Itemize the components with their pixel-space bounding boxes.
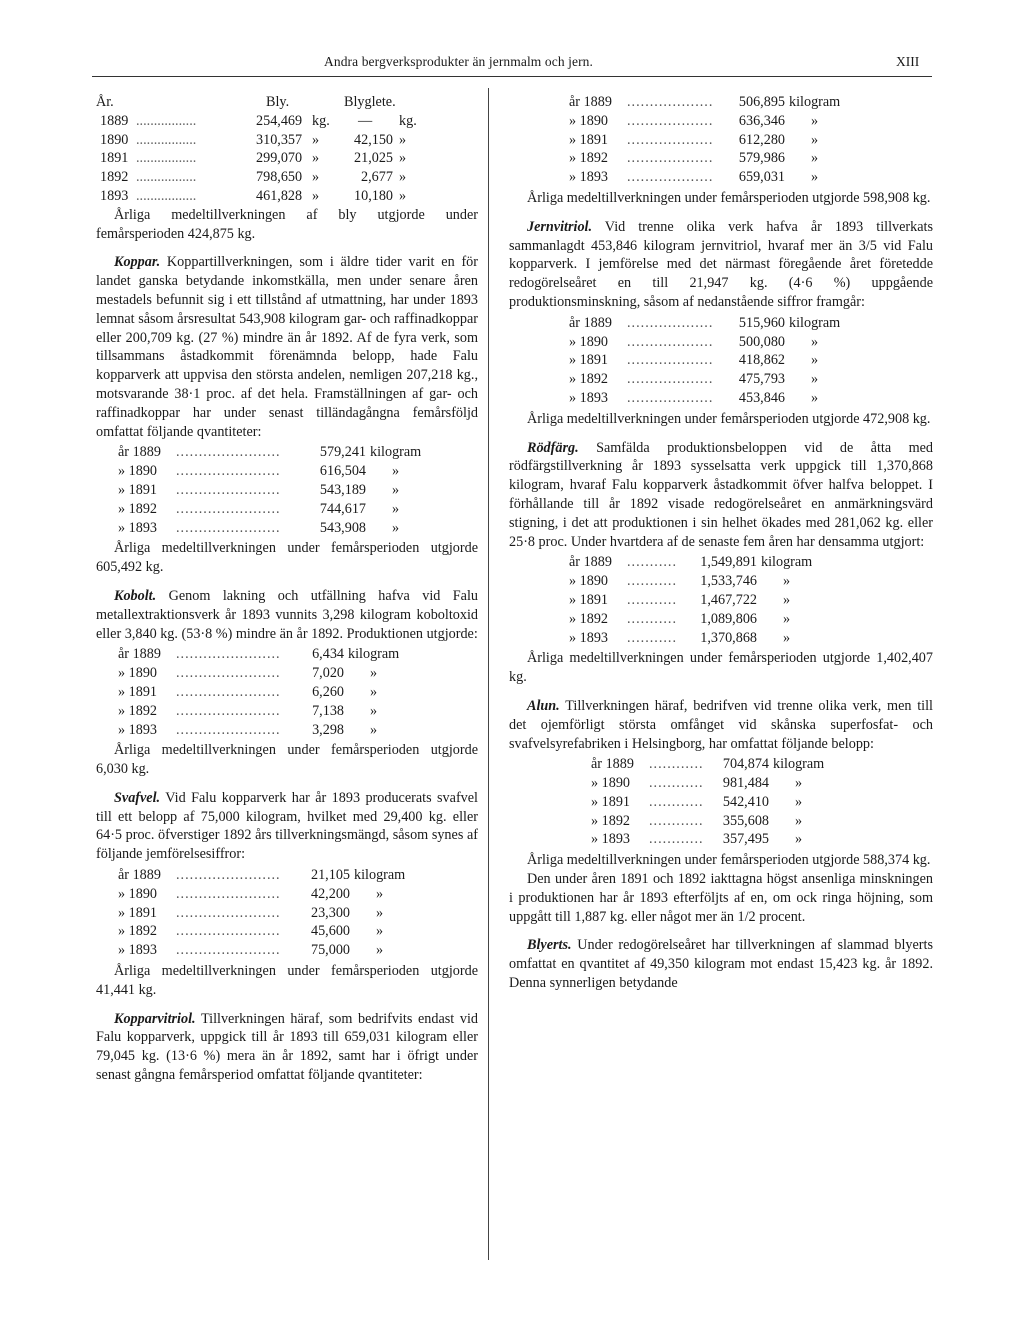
table-row: » 1891 ............ 542,410 »: [591, 793, 803, 810]
row-bly: 798,650: [256, 169, 303, 186]
svafvel-summary: Årliga medeltillverkningen under femårsperioden utgjorde 41,441 kg.: [96, 963, 478, 998]
row-bly-unit: »: [312, 169, 320, 186]
section-text: Vid Falu kopparverk har år 1893 producerats svafvel till ett belopp af 75,000 kilogram, hvilket med 29,400 kg. eller 64·5 proc. öfverstiger 1892 års tillverkningsmängd, såsom synes af följande jemförelsesiffror:: [96, 789, 478, 863]
jernvitriol-paragraph: [509, 218, 933, 312]
row-year: 1891: [100, 150, 129, 167]
table-row: » 1892 ................... 475,793 »: [569, 371, 819, 388]
section-heading: Kopparvitriol.: [114, 1010, 196, 1027]
section-heading: Rödfärg.: [527, 439, 579, 456]
table-row: » 1890 ....................... 42,200 »: [118, 885, 384, 902]
table-row: » 1893 ............ 357,495 »: [591, 831, 803, 848]
lead-table: [96, 93, 478, 243]
table-row: år 1889 ............ 704,874 kilogram: [591, 756, 825, 773]
blyerts-paragraph: [509, 936, 933, 992]
kopparvitriol-table: [569, 93, 933, 187]
table-row: » 1892 ........... 1,089,806 »: [569, 610, 791, 627]
section-text: Genom lakning och utfällning hafva vid Falu metallextraktionsverk år 1893 vunnits 3,298 kilogram koboltoxid eller 3,840 kg. (53·8 %) mindre än år 1892. Produktionen utgjorde:: [96, 587, 479, 642]
table-row: » 1893 ....................... 543,908 »: [118, 519, 400, 536]
table-row: » 1893 ................... 659,031 »: [569, 169, 819, 186]
row-glete-unit: »: [399, 131, 407, 148]
row-bly: 310,357: [256, 131, 303, 148]
header-rule: [92, 76, 932, 77]
lead-col-blyglete: Blyglete.: [344, 94, 396, 110]
table-row: » 1890 ................... 636,346 »: [569, 112, 819, 129]
koppar-paragraph: [96, 253, 478, 441]
table-row: » 1891 ................... 418,862 »: [569, 352, 819, 369]
row-year: 1893: [100, 187, 129, 204]
row-glete: 21,025: [354, 150, 394, 167]
column-divider: [488, 88, 489, 1260]
table-row: » 1890 ....................... 7,020 »: [118, 665, 378, 682]
row-year: 1889: [100, 112, 129, 129]
row-bly-unit: »: [312, 150, 320, 167]
table-row: » 1891 ....................... 23,300 »: [118, 904, 384, 921]
koppar-summary: Årliga medeltillverkningen under femårsperioden utgjorde 605,492 kg.: [96, 540, 478, 576]
jernvitriol-table: [569, 314, 933, 408]
rodfarg-table: [569, 553, 933, 647]
section-heading: Alun.: [527, 697, 560, 714]
table-row: 1893 ................. 461,828 » 10,180 »: [100, 187, 407, 204]
section-text: Koppartillverkningen, som i äldre tider varit en för landet ganska betydande inkomstkälla, men under senare åren mestadels befunnit sig i ett tillstånd af utmattning, har under 1893 lemnat såsom årsresultat 543,908 kilogram gar- och raffinadkoppar eller 200,709 kg. (27 %) mindre än år 1892. Af de fyra verk, som tillsammans åstadkommit förenämnda belopp, hade Falu kopparverk att uppvisa den största andelen, nemligen 207,218 kg., motsvarande 38·1 proc. af det hela. Framställningen af gar- och raffinadkoppar har under senast tilländagångna femårsföljd omfattat följande qvantiteter:: [96, 254, 478, 440]
table-row: » 1893 ....................... 75,000 »: [118, 942, 384, 959]
table-row: » 1890 ........... 1,533,746 »: [569, 573, 791, 590]
table-row: » 1892 ....................... 7,138 »: [118, 702, 378, 719]
table-row: » 1893 ........... 1,370,868 »: [569, 629, 791, 646]
table-row: 1890 ................. 310,357 » 42,150 »: [100, 131, 407, 148]
right-column: [509, 93, 933, 993]
row-bly-unit: »: [312, 131, 320, 148]
table-row: år 1889 ....................... 21,105 kilogram: [118, 867, 406, 884]
table-row: » 1891 ........... 1,467,722 »: [569, 591, 791, 608]
section-heading: Blyerts.: [527, 937, 572, 954]
left-column: [96, 93, 478, 1085]
svafvel-paragraph: [96, 789, 478, 864]
section-text: Vid trenne olika verk hafva år 1893 tillverkats sammanlagdt 453,846 kilogram jernvitriol, hvaraf mer än 3/5 vid Falu kopparverk. I jemförelse med det närmast föregående året företedde redogörelseåret en till 21,947 kg. (4·6 %) uppgående produktionsminskning, såsom af nedanstående siffror framgår:: [509, 218, 933, 310]
table-row: år 1889 ....................... 579,241 kilogram: [118, 444, 422, 461]
table-row: » 1890 ....................... 616,504 »: [118, 463, 400, 480]
section-heading: Jernvitriol.: [527, 218, 593, 235]
section-text: Tillverkningen häraf, bedrifven vid trenne olika verk, men till det ojemförligt största omfånget vid skånska superfosfat- och svafvelsyrefabriken i Helsingborg, har omfattat följande belopp:: [509, 697, 933, 752]
row-glete: 10,180: [354, 187, 394, 204]
page-header: [0, 54, 1024, 74]
table-row: » 1890 ............ 981,484 »: [591, 775, 803, 792]
row-year: 1890: [100, 131, 129, 148]
table-row: » 1891 ....................... 6,260 »: [118, 683, 378, 700]
table-row: » 1892 ............ 355,608 »: [591, 812, 803, 829]
lead-col-bly: Bly.: [266, 94, 290, 110]
table-row: » 1891 ....................... 543,189 »: [118, 481, 400, 498]
table-row: » 1893 ................... 453,846 »: [569, 389, 819, 406]
row-bly-unit: kg.: [312, 112, 330, 129]
table-row: » 1890 ................... 500,080 »: [569, 333, 819, 350]
alun-paragraph: [509, 697, 933, 753]
jernvitriol-summary: Årliga medeltillverkningen under femårsperioden utgjorde 472,908 kg.: [527, 410, 931, 427]
kobolt-summary: Årliga medeltillverkningen under femårsperioden utgjorde 6,030 kg.: [96, 742, 478, 778]
row-glete-unit: »: [399, 187, 407, 204]
alun-extra: Den under åren 1891 och 1892 iakttagna högst ansenliga minskningen i produktionen har år 1893 efterföljts af en, om ock ringa höjning, som uppgått till 1,887 kg. eller något mer än 1/2 procent.: [509, 871, 933, 925]
rodfarg-paragraph: [509, 439, 933, 552]
kobolt-table: [118, 645, 478, 739]
table-row: » 1892 ................... 579,986 »: [569, 150, 819, 167]
table-row: » 1892 ....................... 744,617 »: [118, 500, 400, 517]
rodfarg-summary: Årliga medeltillverkningen under femårsperioden utgjorde 1,402,407 kg.: [509, 650, 933, 686]
lead-summary: Årliga medeltillverkningen af bly utgjorde under femårsperioden 424,875 kg.: [96, 206, 478, 242]
section-text: Samfälda produktionsbeloppen vid de åtta med rödfärgstillverkning år 1893 sysselsatta verk uppgick till 1,370,868 kilogram, hvaraf Falu kopparverk åstadkommit öfver halfva beloppet. I förhållande till år 1892 visade redogörelseåret en anmärkningsvärd stigning, i det att produktionen i sin helhet ökades med 281,062 kg. eller 25·8 proc. Under hvartdera af de senaste fem åren har densamma utgjort:: [509, 439, 934, 550]
row-bly-unit: »: [312, 187, 320, 204]
table-row: » 1892 ....................... 45,600 »: [118, 923, 384, 940]
alun-summary: Årliga medeltillverkningen under femårsperioden utgjorde 588,374 kg.: [527, 852, 931, 869]
kopparvitriol-paragraph: [96, 1010, 478, 1085]
alun-table: [591, 755, 933, 849]
table-row: år 1889 ....................... 6,434 kilogram: [118, 646, 400, 663]
page-number: XIII: [896, 54, 920, 69]
section-heading: Kobolt.: [114, 587, 157, 604]
row-glete-unit: »: [399, 169, 407, 186]
section-heading: Koppar.: [114, 254, 161, 271]
table-row: år 1889 ........... 1,549,891 kilogram: [569, 554, 813, 571]
table-row: » 1891 ................... 612,280 »: [569, 131, 819, 148]
section-text: Tillverkningen häraf, som bedrifvits endast vid Falu kopparverk, uppgick till år 1893 till 659,031 kilogram eller 79,045 kg. (13·6 %) mera än år 1892, samt har i öfrigt under senast gångna femårsperiod omfattat följande qvantiteter:: [96, 1010, 478, 1084]
section-text: Under redogörelseåret har tillverkningen af slammad blyerts omfattat en qvantitet af 49,350 kilogram mot endast 15,423 kg. år 1892. Denna synnerligen betydande: [509, 937, 933, 992]
kopparvitriol-summary: Årliga medeltillverkningen under femårsperioden utgjorde 598,908 kg.: [527, 189, 931, 206]
table-row: år 1889 ................... 515,960 kilogram: [569, 314, 841, 331]
table-row: 1889 ................. 254,469 kg. — kg.: [100, 112, 417, 129]
row-glete: 42,150: [354, 131, 394, 148]
table-row: » 1893 ....................... 3,298 »: [118, 721, 378, 738]
svafvel-table: [118, 866, 478, 960]
table-row: år 1889 ................... 506,895 kilogram: [569, 94, 841, 110]
koppar-table: [118, 443, 478, 537]
row-bly: 299,070: [256, 150, 303, 167]
table-row: 1891 ................. 299,070 » 21,025 »: [100, 150, 407, 167]
row-glete: —: [358, 112, 373, 129]
row-glete-unit: kg.: [399, 112, 417, 129]
table-row: 1892 ................. 798,650 » 2,677 »: [100, 169, 407, 186]
row-bly: 461,828: [256, 187, 303, 204]
row-glete: 2,677: [361, 169, 393, 186]
kobolt-paragraph: [96, 587, 478, 643]
lead-col-year: År.: [96, 94, 114, 110]
row-year: 1892: [100, 169, 129, 186]
row-glete-unit: »: [399, 150, 407, 167]
lead-table-header: [96, 93, 478, 112]
running-title: Andra bergverksprodukter än jernmalm och jern.: [324, 54, 594, 69]
section-heading: Svafvel.: [114, 789, 161, 806]
row-bly: 254,469: [256, 112, 303, 129]
